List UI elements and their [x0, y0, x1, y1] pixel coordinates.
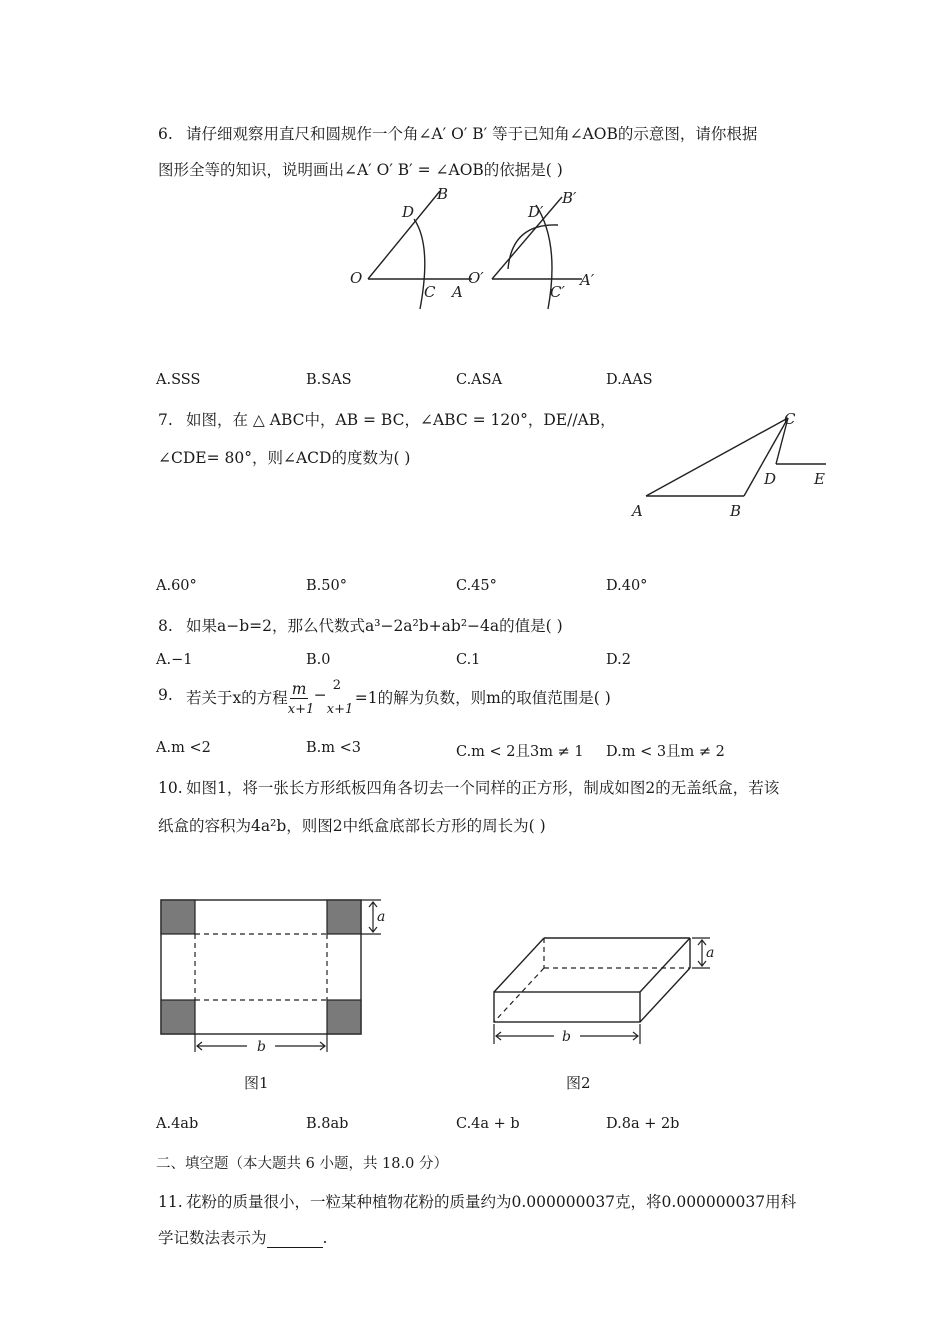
- q11-line1: [158, 1190, 796, 1212]
- q9-line: [158, 678, 611, 726]
- q11-answer-blank[interactable]: [267, 1231, 323, 1248]
- q9-pre: 若关于x的方程: [186, 689, 288, 707]
- q7-label-E: E: [814, 470, 825, 488]
- q10-fig1-label-b: b: [257, 1039, 266, 1055]
- q8-number: 8.: [158, 617, 173, 635]
- q6-label-O2: O′: [468, 269, 484, 287]
- q6-label-B2: B′: [562, 189, 577, 207]
- q6-text1: 请仔细观察用直尺和圆规作一个角∠A′ O′ B′ 等于已知角∠AOB的示意图，请你根据: [186, 125, 758, 143]
- q7-number: 7.: [158, 411, 173, 429]
- q8-option-c[interactable]: C.1: [456, 652, 481, 668]
- q9-number: 9.: [158, 686, 173, 704]
- q6-number: 6.: [158, 125, 173, 143]
- q8-option-a[interactable]: A.−1: [156, 652, 193, 668]
- q10-figure-2: [488, 928, 728, 1053]
- q6-label-O: O: [350, 269, 363, 287]
- q6-label-B: B: [437, 185, 449, 203]
- q7-option-a[interactable]: A.60°: [156, 578, 197, 594]
- q10-fig2-label-a: a: [706, 945, 715, 961]
- q10-line2: 纸盒的容积为4a²b，则图2中纸盒底部长方形的周长为( ): [158, 817, 546, 835]
- q11-text1: 花粉的质量很小，一粒某种植物花粉的质量约为0.000000037克，将0.000000037用科: [186, 1193, 797, 1211]
- q6-option-c[interactable]: C.ASA: [456, 372, 503, 388]
- q11-text2-end: .: [322, 1229, 328, 1247]
- q6-option-d[interactable]: D.AAS: [606, 372, 653, 388]
- q6-label-C2: C′: [550, 283, 565, 301]
- q9-fraction-1: [288, 682, 314, 722]
- q10-number: 10.: [158, 779, 183, 797]
- q9-option-a[interactable]: A.m <2: [156, 740, 211, 756]
- q10-line1: [158, 776, 779, 798]
- q7-option-c[interactable]: C.45°: [456, 578, 497, 594]
- q7-label-A: A: [632, 502, 643, 520]
- q6-figure: [340, 183, 610, 318]
- q8-line: [158, 614, 563, 636]
- q9-frac2-num: 2: [332, 678, 342, 693]
- q8-text: 如果a−b=2，那么代数式a³−2a²b+ab²−4a的值是( ): [186, 617, 563, 635]
- q7-line1: [158, 408, 616, 430]
- q9-option-d[interactable]: D.m < 3且m ≠ 2: [606, 744, 725, 760]
- q11-line2: [158, 1226, 327, 1248]
- q6-label-D2: D′: [528, 203, 544, 221]
- q9-frac2-den: x+1: [326, 702, 354, 717]
- q9-post: =1的解为负数，则m的取值范围是( ): [354, 689, 611, 707]
- q10-fig2-label-b: b: [562, 1029, 571, 1045]
- q7-label-B: B: [730, 502, 742, 520]
- q10-text1: 如图1，将一张长方形纸板四角各切去一个同样的正方形，制成如图2的无盖纸盒，若该: [186, 779, 780, 797]
- q9-frac1-den: x+1: [287, 702, 315, 717]
- q7-option-b[interactable]: B.50°: [306, 578, 347, 594]
- q7-option-d[interactable]: D.40°: [606, 578, 648, 594]
- q10-option-c[interactable]: C.4a + b: [456, 1116, 520, 1132]
- q10-option-d[interactable]: D.8a + 2b: [606, 1116, 680, 1132]
- q7-line2: ∠CDE= 80°，则∠ACD的度数为( ): [158, 449, 411, 467]
- q6-label-A: A: [452, 283, 463, 301]
- q9-minus: −: [313, 686, 327, 704]
- q7-label-C: C: [784, 410, 796, 428]
- q7-label-D: D: [764, 470, 777, 488]
- q9-frac1-num: m: [291, 680, 307, 698]
- q11-text2: 学记数法表示为: [158, 1229, 267, 1247]
- q8-option-d[interactable]: D.2: [606, 652, 631, 668]
- q9-option-c[interactable]: C.m < 2且3m ≠ 1: [456, 744, 584, 760]
- q9-fraction-2: [326, 678, 355, 722]
- q7-text1: 如图，在 △ ABC中，AB = BC，∠ABC = 120°，DE//AB，: [186, 411, 616, 429]
- q9-option-b[interactable]: B.m <3: [306, 740, 361, 756]
- q6-label-C: C: [424, 283, 436, 301]
- q10-option-a[interactable]: A.4ab: [156, 1116, 199, 1132]
- q10-option-b[interactable]: B.8ab: [306, 1116, 349, 1132]
- q10-fig1-caption: 图1: [244, 1074, 269, 1092]
- q6-option-a[interactable]: A.SSS: [156, 372, 201, 388]
- q8-option-b[interactable]: B.0: [306, 652, 331, 668]
- q6-label-A2: A′: [580, 271, 595, 289]
- q10-fig1-label-a: a: [377, 909, 386, 925]
- q6-label-D: D: [402, 203, 415, 221]
- q7-figure: [626, 408, 836, 520]
- q6-line1: [158, 122, 757, 144]
- q6-line2: 图形全等的知识，说明画出∠A′ O′ B′ = ∠AOB的依据是( ): [158, 161, 563, 179]
- section-title-fill-blank: 二、填空题（本大题共 6 小题，共 18.0 分）: [156, 1156, 448, 1172]
- q11-number: 11.: [158, 1193, 183, 1211]
- q6-option-b[interactable]: B.SAS: [306, 372, 352, 388]
- q10-figure-1: [155, 890, 395, 1060]
- q10-fig2-caption: 图2: [566, 1074, 591, 1092]
